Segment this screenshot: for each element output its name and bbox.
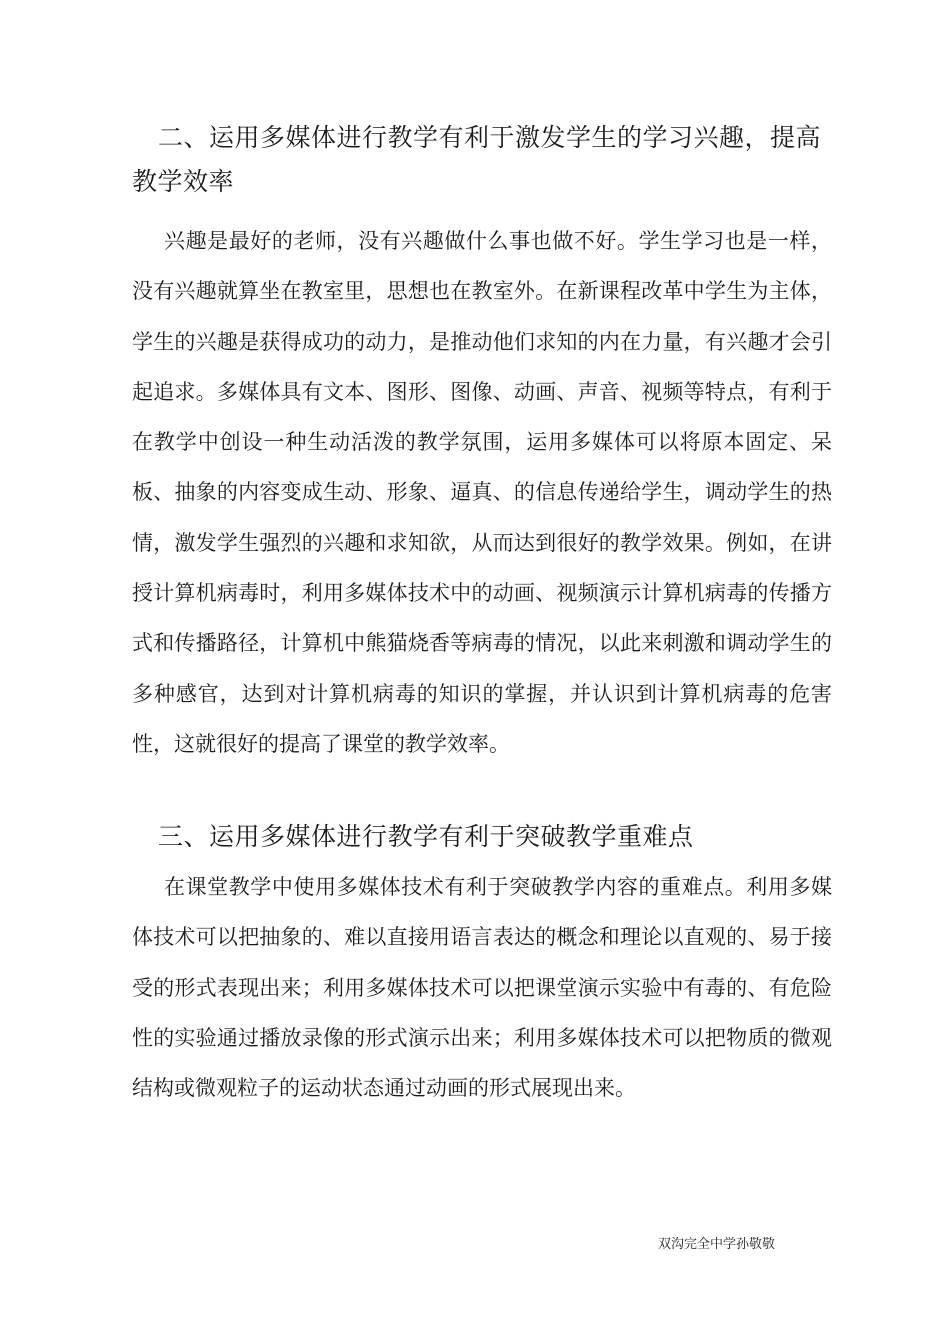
section-paragraph-3: 在课堂教学中使用多媒体技术有利于突破教学内容的重难点。利用多媒体技术可以把抽象的、难以直接用语言表达的概念和理论以直观的、易于接受的形式表现出来；利用多媒体技术可以把课堂演示实验中有毒的、有危险性的实验通过播放录像的形式演示出来；利用多媒体技术可以把物质的微观结构或微观粒子的运动状态通过动画的形式展现出来。 — [132, 875, 832, 1101]
footer-author: 双沟完全中学孙敬敬 — [658, 1237, 776, 1252]
section-paragraph-2: 兴趣是最好的老师，没有兴趣做什么事也做不好。学生学习也是一样，没有兴趣就算坐在教室里，思想也在教室外。在新课程改革中学生为主体，学生的兴趣是获得成功的动力，是推动他们求知的内在力量，有兴趣才会引起追求。多媒体具有文本、图形、图像、动画、声音、视频等特点，有利于在教学中创设一种生动活泼的教学氛围，运用多媒体可以将原本固定、呆板、抽象的内容变成生动、形象、逼真、的信息传递给学生，调动学生的热情，激发学生强烈的兴趣和求知欲，从而达到很好的教学效果。例如，在讲授计算机病毒时，利用多媒体技术中的动画、视频演示计算机病毒的传播方式和传播路径，计算机中熊猫烧香等病毒的情况，以此来刺激和调动学生的多种感官，达到对计算机病毒的知识的掌握，并认识到计算机病毒的危害性，这就很好的提高了课堂的教学效率。 — [132, 229, 832, 756]
section-heading-3: 三、运用多媒体进行教学有利于突破教学重难点 — [158, 822, 694, 851]
section-heading-2: 二、运用多媒体进行教学有利于激发学生的学习兴趣，提高教学效率 — [132, 123, 822, 196]
